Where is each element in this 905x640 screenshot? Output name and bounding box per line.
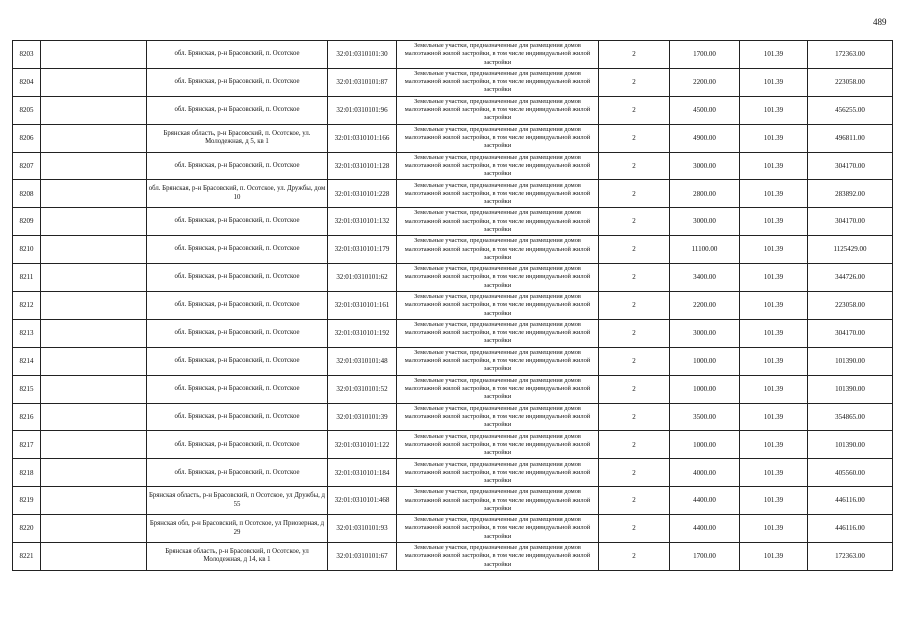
specific-value-cell: 101.39 bbox=[740, 96, 808, 124]
empty-cell bbox=[41, 68, 147, 96]
row-number-cell: 8216 bbox=[13, 403, 41, 431]
empty-cell bbox=[41, 124, 147, 152]
area-cell: 2200.00 bbox=[670, 292, 740, 320]
area-cell: 4900.00 bbox=[670, 124, 740, 152]
cadastral-number-cell: 32:01:0310101:93 bbox=[328, 515, 397, 543]
cadastral-number-cell: 32:01:0310101:48 bbox=[328, 347, 397, 375]
specific-value-cell: 101.39 bbox=[740, 68, 808, 96]
address-cell: обл. Брянская, р-н Брасовский, п. Осотское bbox=[147, 292, 328, 320]
empty-cell bbox=[41, 543, 147, 571]
land-use-cell: Земельные участки, предназначенные для размещения домов малоэтажной жилой застройки, в том числе индивидуальной жилой застройки bbox=[397, 180, 599, 208]
land-use-cell: Земельные участки, предназначенные для размещения домов малоэтажной жилой застройки, в том числе индивидуальной жилой застройки bbox=[397, 403, 599, 431]
address-cell: Брянская область, р-н Брасовский, п Осотское, ул Молодежная, д 14, кв 1 bbox=[147, 543, 328, 571]
group-cell: 2 bbox=[599, 264, 670, 292]
empty-cell bbox=[41, 180, 147, 208]
cadastral-number-cell: 32:01:0310101:30 bbox=[328, 41, 397, 69]
row-number-cell: 8211 bbox=[13, 264, 41, 292]
address-cell: обл. Брянская, р-н Брасовский, п. Осотское bbox=[147, 403, 328, 431]
land-registry-table bbox=[12, 40, 893, 571]
specific-value-cell: 101.39 bbox=[740, 347, 808, 375]
specific-value-cell: 101.39 bbox=[740, 41, 808, 69]
land-use-cell: Земельные участки, предназначенные для размещения домов малоэтажной жилой застройки, в том числе индивидуальной жилой застройки bbox=[397, 347, 599, 375]
land-use-cell: Земельные участки, предназначенные для размещения домов малоэтажной жилой застройки, в том числе индивидуальной жилой застройки bbox=[397, 431, 599, 459]
cadastral-number-cell: 32:01:0310101:87 bbox=[328, 68, 397, 96]
cadastral-value-cell: 446116.00 bbox=[808, 487, 893, 515]
cadastral-value-cell: 1125429.00 bbox=[808, 236, 893, 264]
cadastral-number-cell: 32:01:0310101:128 bbox=[328, 152, 397, 180]
group-cell: 2 bbox=[599, 543, 670, 571]
address-cell: обл. Брянская, р-н Брасовский, п. Осотское bbox=[147, 431, 328, 459]
area-cell: 3000.00 bbox=[670, 208, 740, 236]
empty-cell bbox=[41, 431, 147, 459]
cadastral-value-cell: 172363.00 bbox=[808, 41, 893, 69]
specific-value-cell: 101.39 bbox=[740, 292, 808, 320]
group-cell: 2 bbox=[599, 236, 670, 264]
group-cell: 2 bbox=[599, 347, 670, 375]
empty-cell bbox=[41, 347, 147, 375]
empty-cell bbox=[41, 459, 147, 487]
cadastral-value-cell: 172363.00 bbox=[808, 543, 893, 571]
table-row bbox=[13, 431, 893, 459]
area-cell: 2800.00 bbox=[670, 180, 740, 208]
cadastral-value-cell: 354865.00 bbox=[808, 403, 893, 431]
table-row bbox=[13, 319, 893, 347]
area-cell: 2200.00 bbox=[670, 68, 740, 96]
empty-cell bbox=[41, 264, 147, 292]
address-cell: Брянская обл, р-н Брасовский, п Осотское, ул Приозерная, д 29 bbox=[147, 515, 328, 543]
cadastral-value-cell: 304170.00 bbox=[808, 319, 893, 347]
row-number-cell: 8208 bbox=[13, 180, 41, 208]
address-cell: Брянская область, р-н Брасовский, п. Осотское, ул. Молодежная, д 5, кв 1 bbox=[147, 124, 328, 152]
specific-value-cell: 101.39 bbox=[740, 319, 808, 347]
table-row bbox=[13, 180, 893, 208]
cadastral-value-cell: 101390.00 bbox=[808, 347, 893, 375]
group-cell: 2 bbox=[599, 403, 670, 431]
empty-cell bbox=[41, 515, 147, 543]
address-cell: обл. Брянская, р-н Брасовский, п. Осотское bbox=[147, 96, 328, 124]
area-cell: 1000.00 bbox=[670, 431, 740, 459]
table-row bbox=[13, 96, 893, 124]
specific-value-cell: 101.39 bbox=[740, 208, 808, 236]
empty-cell bbox=[41, 236, 147, 264]
row-number-cell: 8210 bbox=[13, 236, 41, 264]
group-cell: 2 bbox=[599, 208, 670, 236]
area-cell: 4400.00 bbox=[670, 487, 740, 515]
cadastral-value-cell: 405560.00 bbox=[808, 459, 893, 487]
address-cell: обл. Брянская, р-н Брасовский, п. Осотское bbox=[147, 347, 328, 375]
table-row bbox=[13, 264, 893, 292]
empty-cell bbox=[41, 208, 147, 236]
table-row bbox=[13, 124, 893, 152]
table-row bbox=[13, 41, 893, 69]
empty-cell bbox=[41, 487, 147, 515]
table-row bbox=[13, 543, 893, 571]
cadastral-number-cell: 32:01:0310101:39 bbox=[328, 403, 397, 431]
address-cell: обл. Брянская, р-н Брасовский, п. Осотское bbox=[147, 375, 328, 403]
area-cell: 3400.00 bbox=[670, 264, 740, 292]
row-number-cell: 8220 bbox=[13, 515, 41, 543]
cadastral-value-cell: 101390.00 bbox=[808, 375, 893, 403]
address-cell: обл. Брянская, р-н Брасовский, п. Осотское bbox=[147, 68, 328, 96]
group-cell: 2 bbox=[599, 180, 670, 208]
cadastral-value-cell: 446116.00 bbox=[808, 515, 893, 543]
land-use-cell: Земельные участки, предназначенные для размещения домов малоэтажной жилой застройки, в том числе индивидуальной жилой застройки bbox=[397, 487, 599, 515]
address-cell: обл. Брянская, р-н Брасовский, п. Осотское bbox=[147, 152, 328, 180]
area-cell: 4000.00 bbox=[670, 459, 740, 487]
row-number-cell: 8213 bbox=[13, 319, 41, 347]
table-row bbox=[13, 515, 893, 543]
group-cell: 2 bbox=[599, 96, 670, 124]
table-row bbox=[13, 152, 893, 180]
cadastral-value-cell: 304170.00 bbox=[808, 208, 893, 236]
row-number-cell: 8212 bbox=[13, 292, 41, 320]
row-number-cell: 8217 bbox=[13, 431, 41, 459]
address-cell: обл. Брянская, р-н Брасовский, п. Осотское bbox=[147, 319, 328, 347]
row-number-cell: 8214 bbox=[13, 347, 41, 375]
empty-cell bbox=[41, 152, 147, 180]
cadastral-number-cell: 32:01:0310101:166 bbox=[328, 124, 397, 152]
cadastral-value-cell: 456255.00 bbox=[808, 96, 893, 124]
group-cell: 2 bbox=[599, 41, 670, 69]
cadastral-number-cell: 32:01:0310101:122 bbox=[328, 431, 397, 459]
specific-value-cell: 101.39 bbox=[740, 431, 808, 459]
cadastral-number-cell: 32:01:0310101:228 bbox=[328, 180, 397, 208]
specific-value-cell: 101.39 bbox=[740, 124, 808, 152]
specific-value-cell: 101.39 bbox=[740, 264, 808, 292]
specific-value-cell: 101.39 bbox=[740, 515, 808, 543]
area-cell: 3000.00 bbox=[670, 152, 740, 180]
table-row bbox=[13, 487, 893, 515]
cadastral-number-cell: 32:01:0310101:52 bbox=[328, 375, 397, 403]
group-cell: 2 bbox=[599, 152, 670, 180]
group-cell: 2 bbox=[599, 292, 670, 320]
land-use-cell: Земельные участки, предназначенные для размещения домов малоэтажной жилой застройки, в том числе индивидуальной жилой застройки bbox=[397, 41, 599, 69]
address-cell: обл. Брянская, р-н Брасовский, п. Осотское bbox=[147, 236, 328, 264]
cadastral-number-cell: 32:01:0310101:96 bbox=[328, 96, 397, 124]
cadastral-number-cell: 32:01:0310101:179 bbox=[328, 236, 397, 264]
address-cell: обл. Брянская, р-н Брасовский, п. Осотское bbox=[147, 41, 328, 69]
address-cell: обл. Брянская, р-н Брасовский, п. Осотское bbox=[147, 264, 328, 292]
empty-cell bbox=[41, 292, 147, 320]
group-cell: 2 bbox=[599, 319, 670, 347]
group-cell: 2 bbox=[599, 124, 670, 152]
area-cell: 1000.00 bbox=[670, 347, 740, 375]
land-use-cell: Земельные участки, предназначенные для размещения домов малоэтажной жилой застройки, в том числе индивидуальной жилой застройки bbox=[397, 124, 599, 152]
row-number-cell: 8218 bbox=[13, 459, 41, 487]
group-cell: 2 bbox=[599, 487, 670, 515]
cadastral-number-cell: 32:01:0310101:67 bbox=[328, 543, 397, 571]
specific-value-cell: 101.39 bbox=[740, 152, 808, 180]
address-cell: обл. Брянская, р-н Брасовский, п. Осотское bbox=[147, 459, 328, 487]
specific-value-cell: 101.39 bbox=[740, 180, 808, 208]
row-number-cell: 8207 bbox=[13, 152, 41, 180]
area-cell: 11100.00 bbox=[670, 236, 740, 264]
row-number-cell: 8215 bbox=[13, 375, 41, 403]
group-cell: 2 bbox=[599, 68, 670, 96]
empty-cell bbox=[41, 403, 147, 431]
table-row bbox=[13, 459, 893, 487]
address-cell: обл. Брянская, р-н Брасовский, п. Осотское, ул. Дружбы, дом 10 bbox=[147, 180, 328, 208]
cadastral-number-cell: 32:01:0310101:192 bbox=[328, 319, 397, 347]
area-cell: 1700.00 bbox=[670, 543, 740, 571]
land-use-cell: Земельные участки, предназначенные для размещения домов малоэтажной жилой застройки, в том числе индивидуальной жилой застройки bbox=[397, 96, 599, 124]
area-cell: 1700.00 bbox=[670, 41, 740, 69]
specific-value-cell: 101.39 bbox=[740, 236, 808, 264]
empty-cell bbox=[41, 319, 147, 347]
row-number-cell: 8203 bbox=[13, 41, 41, 69]
land-use-cell: Земельные участки, предназначенные для размещения домов малоэтажной жилой застройки, в том числе индивидуальной жилой застройки bbox=[397, 264, 599, 292]
cadastral-value-cell: 101390.00 bbox=[808, 431, 893, 459]
group-cell: 2 bbox=[599, 375, 670, 403]
table-row bbox=[13, 347, 893, 375]
land-use-cell: Земельные участки, предназначенные для размещения домов малоэтажной жилой застройки, в том числе индивидуальной жилой застройки bbox=[397, 375, 599, 403]
specific-value-cell: 101.39 bbox=[740, 543, 808, 571]
cadastral-number-cell: 32:01:0310101:62 bbox=[328, 264, 397, 292]
land-use-cell: Земельные участки, предназначенные для размещения домов малоэтажной жилой застройки, в том числе индивидуальной жилой застройки bbox=[397, 543, 599, 571]
specific-value-cell: 101.39 bbox=[740, 459, 808, 487]
land-use-cell: Земельные участки, предназначенные для размещения домов малоэтажной жилой застройки, в том числе индивидуальной жилой застройки bbox=[397, 208, 599, 236]
table-row bbox=[13, 236, 893, 264]
cadastral-value-cell: 223058.00 bbox=[808, 292, 893, 320]
specific-value-cell: 101.39 bbox=[740, 487, 808, 515]
group-cell: 2 bbox=[599, 515, 670, 543]
cadastral-value-cell: 283892.00 bbox=[808, 180, 893, 208]
cadastral-number-cell: 32:01:0310101:184 bbox=[328, 459, 397, 487]
cadastral-number-cell: 32:01:0310101:161 bbox=[328, 292, 397, 320]
specific-value-cell: 101.39 bbox=[740, 403, 808, 431]
cadastral-value-cell: 496811.00 bbox=[808, 124, 893, 152]
empty-cell bbox=[41, 375, 147, 403]
area-cell: 4500.00 bbox=[670, 96, 740, 124]
row-number-cell: 8219 bbox=[13, 487, 41, 515]
land-use-cell: Земельные участки, предназначенные для размещения домов малоэтажной жилой застройки, в том числе индивидуальной жилой застройки bbox=[397, 236, 599, 264]
row-number-cell: 8221 bbox=[13, 543, 41, 571]
cadastral-value-cell: 344726.00 bbox=[808, 264, 893, 292]
land-use-cell: Земельные участки, предназначенные для размещения домов малоэтажной жилой застройки, в том числе индивидуальной жилой застройки bbox=[397, 68, 599, 96]
address-cell: Брянская область, р-н Брасовский, п Осотское, ул Дружбы, д 55 bbox=[147, 487, 328, 515]
cadastral-number-cell: 32:01:0310101:468 bbox=[328, 487, 397, 515]
table-row bbox=[13, 68, 893, 96]
empty-cell bbox=[41, 96, 147, 124]
area-cell: 1000.00 bbox=[670, 375, 740, 403]
area-cell: 3500.00 bbox=[670, 403, 740, 431]
area-cell: 4400.00 bbox=[670, 515, 740, 543]
land-use-cell: Земельные участки, предназначенные для размещения домов малоэтажной жилой застройки, в том числе индивидуальной жилой застройки bbox=[397, 515, 599, 543]
area-cell: 3000.00 bbox=[670, 319, 740, 347]
row-number-cell: 8206 bbox=[13, 124, 41, 152]
row-number-cell: 8209 bbox=[13, 208, 41, 236]
land-use-cell: Земельные участки, предназначенные для размещения домов малоэтажной жилой застройки, в том числе индивидуальной жилой застройки bbox=[397, 292, 599, 320]
table-row bbox=[13, 292, 893, 320]
table-row bbox=[13, 208, 893, 236]
page-number: 489 bbox=[873, 17, 887, 27]
cadastral-value-cell: 223058.00 bbox=[808, 68, 893, 96]
land-use-cell: Земельные участки, предназначенные для размещения домов малоэтажной жилой застройки, в том числе индивидуальной жилой застройки bbox=[397, 152, 599, 180]
specific-value-cell: 101.39 bbox=[740, 375, 808, 403]
empty-cell bbox=[41, 41, 147, 69]
group-cell: 2 bbox=[599, 459, 670, 487]
address-cell: обл. Брянская, р-н Брасовский, п. Осотское bbox=[147, 208, 328, 236]
table-row bbox=[13, 375, 893, 403]
group-cell: 2 bbox=[599, 431, 670, 459]
row-number-cell: 8204 bbox=[13, 68, 41, 96]
row-number-cell: 8205 bbox=[13, 96, 41, 124]
land-use-cell: Земельные участки, предназначенные для размещения домов малоэтажной жилой застройки, в том числе индивидуальной жилой застройки bbox=[397, 459, 599, 487]
cadastral-value-cell: 304170.00 bbox=[808, 152, 893, 180]
table-row bbox=[13, 403, 893, 431]
table-body bbox=[13, 41, 893, 571]
cadastral-number-cell: 32:01:0310101:132 bbox=[328, 208, 397, 236]
land-use-cell: Земельные участки, предназначенные для размещения домов малоэтажной жилой застройки, в том числе индивидуальной жилой застройки bbox=[397, 319, 599, 347]
